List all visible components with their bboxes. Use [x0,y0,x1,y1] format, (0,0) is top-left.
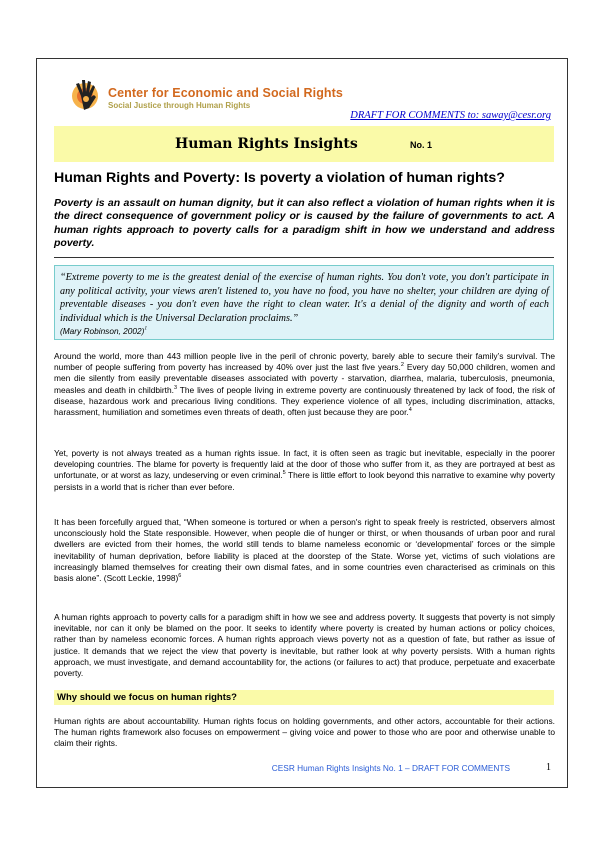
org-name: Center for Economic and Social Rights [108,86,343,100]
paragraph-text: A human rights approach to poverty calls for a paradigm shift in how we see and address poverty. It suggests that poverty is not simply inevitable, nor can it only be blamed on the poor. It seeks to identify where poverty is created by human actions or policy choices, rather than by nameless economic forces. A human rights approach views poverty not as a question of fate, but rather as issue of justice. It demands that we reject the view that poverty is inevitable, but rather look at why poverty persists. With a human rights approach, we must investigate, and demand accountability for, the actions (or failures to act) that produce, perpetuate and exacerbate poverty. [54,612,555,679]
paragraph-3 [54,517,555,584]
paragraph-text: The lives of people living in extreme poverty are continuously threatened by lack of food, the risk of disease, hazardous work and precarious living conditions. They experience violence of all types, including discrimination, attacks, harassment, humiliation and sometimes even threats of death, often just because they are poor. [54,384,555,418]
section-subheading: Why should we focus on human rights? [54,690,554,705]
page-number: 1 [546,762,551,773]
draft-comments-link[interactable]: DRAFT FOR COMMENTS to: saway@cesr.org [350,110,551,121]
footnote-ref: 3 [173,384,178,391]
paragraph-4 [54,612,555,679]
paragraph-text: Every day 50,000 children, women and men die silently from easily preventable diseases associated with poverty - starvation, diarrhea, malaria, tuberculosis, pneumonia, measles and death in childbirth. [54,362,555,395]
section-divider [54,257,554,258]
footnote-ref: 6 [178,573,182,580]
quote-citation: (Mary Robinson, 2002) [60,326,145,337]
footnote-ref: 1 [144,325,148,332]
lead-paragraph: Poverty is an assault on human dignity, but it can also reflect a violation of human rights when it is the direct consequence of government policy or is caused by the failure of governments to act. A human rights approach to poverty calls for a paradigm shift in how we understand and address poverty. [54,197,555,249]
footnote-ref: 2 [400,362,404,369]
article-title: Human Rights and Poverty: Is poverty a violation of human rights? [54,170,505,186]
footer-text: CESR Human Rights Insights No. 1 – DRAFT FOR COMMENTS [271,763,510,773]
quote-body: “Extreme poverty to me is the greatest denial of the exercise of human rights. You don't vote, you don't participate in any political activity, your views aren't listened to, you have no food, you have no shelter, your children are dying of preventable diseases - you don't even have the right to clean water. It's a denial of the dignity and worth of each individual which is the Universal Declaration proclaims.” [60,272,549,324]
paragraph-text: It has been forcefully argued that, “When someone is tortured or when a person's right to speak freely is restricted, observers almost unconsciously hold the State responsible. However, when people die of hunger or thirst, or when thousands of urban poor and rural dwellers are evicted from their homes, the world still tends to blame nameless economic or ‘developmental’ forces or the simple inevitability of human deprivation, before liability is placed at the doorstep of the State. Worse yet, victims of such violations are increasingly blamed themselves for creating their own dismal fates, and in some countries even characterised as criminals on this basis alone”. (Scott Leckie, 1998) [54,517,555,584]
footnote-ref: 4 [408,407,412,414]
paragraph-text: There is little effort to look beyond this narrative to examine why poverty persists in a world that is richer than ever before. [54,470,555,492]
quote-text [60,271,549,339]
cesr-hand-logo [62,74,102,114]
series-number: No. 1 [410,140,433,150]
closing-paragraph: Human rights are about accountability. Human rights focus on holding governments, and other actors, accountable for their actions. The human rights framework also focuses on empowerment – giving voice and power to those who are poor and otherwise unable to claim their rights. [54,716,555,749]
paragraph-2 [54,448,555,493]
series-title: Human Rights Insights [175,136,358,152]
paragraph-1 [54,351,555,418]
footnote-ref: 5 [282,470,286,477]
paragraph-text: Around the world, more than 443 million people live in the peril of chronic poverty, barely able to secure their family’s survival. The number of people suffering from poverty has increased by 40% over just the last five years. [54,351,555,373]
paragraph-text: Yet, poverty is not always treated as a human rights issue. In fact, it is often seen as tragic but inevitable, especially in the poorer developing countries. The blame for poverty is frequently laid at the door of those who suffer from it, as they are portrayed at best as unfortunate, or at worst as lazy, undeserving or even criminal. [54,448,555,481]
org-tagline: Social Justice through Human Rights [108,101,251,110]
quote-box [54,265,554,340]
